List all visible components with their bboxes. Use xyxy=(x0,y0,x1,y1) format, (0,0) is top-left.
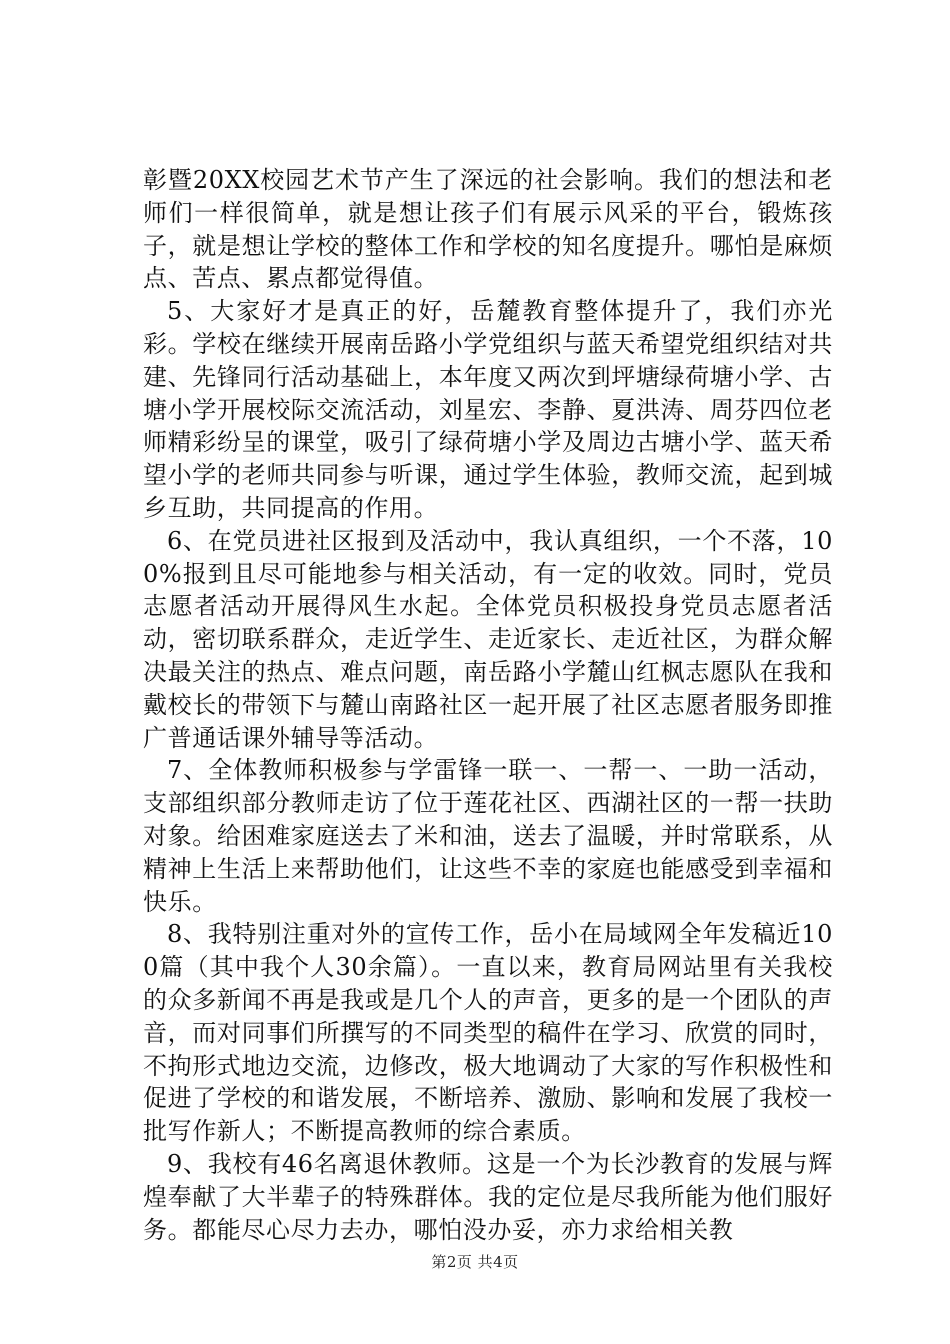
document-body xyxy=(143,164,833,1246)
paragraph-item-7: 7、全体教师积极参与学雷锋一联一、一帮一、一助一活动，支部组织部分教师走访了位于莲花社区、西湖社区的一帮一扶助对象。给困难家庭送去了米和油，送去了温暖，并时常联系，从精神上生活上来帮助他们，让这些不幸的家庭也能感受到幸福和快乐。 xyxy=(143,756,833,916)
page-footer: 第2页 共4页 xyxy=(431,1253,519,1271)
paragraph-item-6: 6、在党员进社区报到及活动中，我认真组织，一个不落，100%报到且尽可能地参与相关活动，有一定的收效。同时，党员志愿者活动开展得风生水起。全体党员积极投身党员志愿者活动，密切联系群众，走近学生、走近家长、走近社区，为群众解决最关注的热点、难点问题，南岳路小学麓山红枫志愿队在我和戴校长的带领下与麓山南路社区一起开展了社区志愿者服务即推广普通话课外辅导等活动。 xyxy=(143,526,833,752)
paragraph-item-8: 8、我特别注重对外的宣传工作，岳小在局域网全年发稿近100篇（其中我个人30余篇）。一直以来，教育局网站里有关我校的众多新闻不再是我或是几个人的声音，更多的是一个团队的声音，而对同事们所撰写的不同类型的稿件在学习、欣赏的同时，不拘形式地边交流，边修改，极大地调动了大家的写作积极性和促进了学校的和谐发展，不断培养、激励、影响和发展了我校一批写作新人；不断提高教师的综合素质。 xyxy=(143,920,833,1146)
paragraph-item-9: 9、我校有46名离退休教师。这是一个为长沙教育的发展与辉煌奉献了大半辈子的特殊群体。我的定位是尽我所能为他们服好务。都能尽心尽力去办，哪怕没办妥，亦力求给相关教 xyxy=(143,1149,833,1244)
paragraph-continued: 彰暨20XX校园艺术节产生了深远的社会影响。我们的想法和老师们一样很简单，就是想让孩子们有展示风采的平台，锻炼孩子，就是想让学校的整体工作和学校的知名度提升。哪怕是麻烦点、苦点、累点都觉得值。 xyxy=(143,166,833,293)
paragraph-item-5: 5、大家好才是真正的好，岳麓教育整体提升了，我们亦光彩。学校在继续开展南岳路小学党组织与蓝天希望党组织结对共建、先锋同行活动基础上，本年度又两次到坪塘绿荷塘小学、古塘小学开展校际交流活动，刘星宏、李静、夏洪涛、周芬四位老师精彩纷呈的课堂，吸引了绿荷塘小学及周边古塘小学、蓝天希望小学的老师共同参与听课，通过学生体验，教师交流，起到城乡互助，共同提高的作用。 xyxy=(143,297,833,522)
